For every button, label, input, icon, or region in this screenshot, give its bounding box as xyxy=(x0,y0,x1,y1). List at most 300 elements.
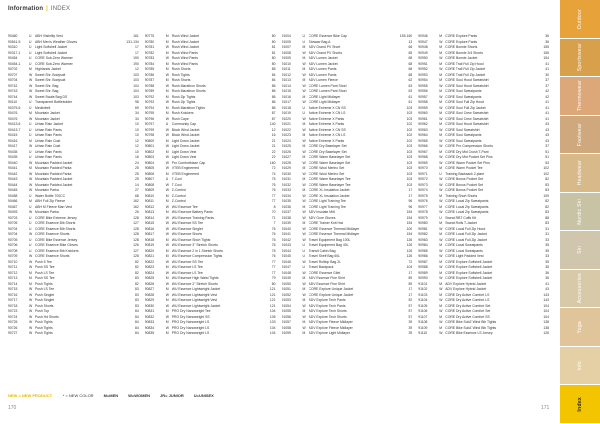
gender-code: W xyxy=(29,259,33,264)
item-code: 90706 xyxy=(8,243,18,247)
product-name: CORE Local Zip Sweatpants xyxy=(445,210,489,214)
product-name: ADV Explore Fleece Midlayer xyxy=(308,325,353,330)
product-name: CORE Explore Pants xyxy=(445,34,478,38)
item-code: 90786 xyxy=(144,72,155,77)
legend-new-color: * = NEW COLOR xyxy=(62,393,94,398)
item-code: 90977 xyxy=(418,204,428,209)
page-ref: 41 xyxy=(545,67,549,71)
gender-code: W xyxy=(165,100,169,104)
item-code: 90987 xyxy=(418,259,428,264)
tab-ski[interactable] xyxy=(560,231,600,270)
product-name: WU Essence Shorts xyxy=(171,232,203,236)
product-name: ADV Explore Hybrid Jacket xyxy=(445,281,487,286)
item-code: 90814 xyxy=(144,215,155,220)
gender-code: W xyxy=(29,254,33,258)
tab-accessories[interactable] xyxy=(560,270,600,309)
gender-code: M xyxy=(439,281,443,286)
product-name: CORE Lumen Pant Short xyxy=(308,89,347,93)
gender-code: W xyxy=(439,138,443,143)
product-name: Push Top xyxy=(35,309,50,313)
page-ref: 36 xyxy=(545,270,549,275)
tab-sportswear[interactable] xyxy=(560,39,600,78)
product-name: Push Tights xyxy=(35,325,53,330)
item-code: 91010 xyxy=(281,61,291,66)
page-ref: 30 xyxy=(545,72,549,77)
tab-label: Ski xyxy=(577,246,583,254)
item-code: 90976 xyxy=(418,199,428,203)
page-ref: 76 xyxy=(271,248,276,253)
gender-code: M xyxy=(302,144,306,148)
page-ref: 72 xyxy=(271,166,276,170)
product-name: WU Essence Lightweight Jacket xyxy=(171,287,221,291)
product-name: CORE Explore Softshell Jacket xyxy=(445,259,493,264)
page-ref: 17 xyxy=(134,45,139,49)
item-code: 91048 xyxy=(281,270,291,275)
page-ref: 102 xyxy=(406,138,413,143)
gender-code: M xyxy=(302,287,306,291)
page-ref: 35 xyxy=(545,259,549,264)
page-ref: 104 xyxy=(133,83,139,88)
page-ref: 12 xyxy=(271,127,276,132)
page-ref: 76 xyxy=(271,237,276,242)
product-name: ADV Explore Tech Pants xyxy=(308,303,346,308)
gender-code: W xyxy=(165,83,169,88)
page-ref: 41 xyxy=(545,100,549,104)
gender-code: W xyxy=(302,50,306,55)
page-ref: 33 xyxy=(545,237,549,242)
item-code: 90810 xyxy=(144,193,155,198)
product-name: WU Essence Lightweight Vest xyxy=(171,298,217,302)
gender-code: W xyxy=(302,237,306,242)
page-ref: 34 xyxy=(134,111,139,115)
item-code: 90812 xyxy=(144,204,155,209)
product-name: Community Cap xyxy=(171,122,197,126)
product-name: CORE Bike SubZ Wind Bib Tights xyxy=(445,320,497,324)
tab-yoga[interactable] xyxy=(560,308,600,347)
product-name: CORE Trainer Knit Hat xyxy=(308,221,343,225)
page-ref: 68 xyxy=(408,61,413,66)
page-ref: 35 xyxy=(545,248,549,253)
page-ref: 128 xyxy=(133,254,139,258)
page-ref: 81 xyxy=(271,50,276,55)
page-ref: 63 xyxy=(408,89,413,93)
gender-code: W xyxy=(302,270,306,275)
page-ref: 61 xyxy=(408,94,413,99)
gender-code: M xyxy=(302,56,306,60)
product-name: CORE Soul Full Zip Hood xyxy=(445,100,484,104)
product-name: WU Essence Singlet xyxy=(171,226,203,231)
product-name: Push Singlet xyxy=(35,298,55,302)
product-name: Rush Shorts xyxy=(171,78,191,82)
page-ref: 83 xyxy=(545,221,549,225)
gender-code: W xyxy=(439,287,443,291)
product-name: CORE Local Sweatpants xyxy=(445,248,483,253)
gender-code: M xyxy=(439,111,443,115)
gender-code: M xyxy=(439,232,443,236)
gender-code: U xyxy=(29,61,32,66)
item-code: 90435 xyxy=(8,155,18,159)
product-name: Active Extreme X Pants xyxy=(308,138,345,143)
product-name: Rush Marathon Tights xyxy=(171,105,205,110)
item-code: 90823 xyxy=(144,265,155,269)
product-name: Z-Control xyxy=(171,193,186,198)
page-ref: 102 xyxy=(406,127,413,132)
page-ref: 8 xyxy=(273,204,276,209)
product-name: Active Extreme X Pants xyxy=(308,122,345,126)
product-name: CORE Lumen Pant Short xyxy=(308,83,347,88)
page-ref: 37 xyxy=(545,83,549,88)
item-code: 90444 xyxy=(8,182,18,187)
item-code: 91108 xyxy=(418,320,428,324)
gender-code: M xyxy=(439,303,443,308)
item-code: 91058 xyxy=(281,325,291,330)
item-code: 90953 xyxy=(418,72,428,77)
item-code: 90541-5 xyxy=(8,39,21,44)
item-code: 90964 xyxy=(418,133,428,137)
page-ref: 17 xyxy=(408,193,413,198)
page-ref: 85 xyxy=(271,67,276,71)
page-ref: 89 xyxy=(408,276,413,280)
gender-code: U xyxy=(29,215,32,220)
page-ref: 121 xyxy=(269,292,276,297)
item-code: 90415 xyxy=(8,133,18,137)
product-name: ADV Explore Tech Shorts xyxy=(308,309,347,313)
gender-code: M xyxy=(29,67,32,71)
page-ref: 84 xyxy=(271,72,276,77)
product-name: Water Bottle 700CC xyxy=(35,193,66,198)
product-name: Sweat Rolls T-Jacket xyxy=(445,221,477,225)
product-name: WU Essence Training Pants xyxy=(171,215,214,220)
item-code: 90435 xyxy=(8,149,18,154)
product-name: Rush Tights xyxy=(171,72,190,77)
product-name: WU Essence LS Tee xyxy=(171,270,203,275)
page-ref: 82 xyxy=(134,270,139,275)
item-code: 91042 xyxy=(281,237,291,242)
gender-code: M xyxy=(165,61,169,66)
gender-code: U xyxy=(29,122,32,126)
gender-code: W xyxy=(302,116,306,121)
page-ref: 82 xyxy=(134,259,139,264)
gender-code: W xyxy=(165,72,169,77)
product-name: Active Extreme X Pants xyxy=(308,116,345,121)
page-ref: 68 xyxy=(408,67,413,71)
page-ref: 52 xyxy=(408,298,413,302)
item-code: 90830 xyxy=(144,303,155,308)
item-code: 90832 xyxy=(144,314,155,319)
page-ref: 155-160 xyxy=(399,34,413,38)
page-number-left: 170 xyxy=(8,405,17,411)
product-name: CORE Local Zip Sweatpants xyxy=(445,199,489,203)
product-name: Z-Control xyxy=(171,188,186,192)
page-ref: 77 xyxy=(271,199,276,203)
product-name: CORE Local Full Zip Jacket xyxy=(445,237,487,242)
page-ref: 53 xyxy=(545,160,549,165)
section-tabs xyxy=(560,0,600,424)
gender-code: M xyxy=(165,67,169,71)
gender-code: W xyxy=(29,331,33,335)
gender-code: W xyxy=(302,182,306,187)
page-ref: 103 xyxy=(133,94,139,99)
product-name: ABH Full Zip Fleece xyxy=(35,199,66,203)
page-ref: 87 xyxy=(271,111,276,115)
product-name: Urban Rain Coat xyxy=(35,144,61,148)
item-code: 90975 xyxy=(418,193,428,198)
item-code: 91027 xyxy=(281,155,291,159)
gender-code: M xyxy=(439,61,443,66)
item-code: 91049 xyxy=(281,276,291,280)
page-ref: 83 xyxy=(134,287,139,291)
page-ref: 102 xyxy=(543,166,549,170)
page-ref: 33 xyxy=(545,254,549,258)
page-ref: 131-134 xyxy=(126,39,139,44)
product-name: CORE Explore Unique Jacket xyxy=(308,292,354,297)
product-name: Training Backsack 2-plant xyxy=(445,171,485,176)
gender-code: M xyxy=(165,254,169,258)
gender-code: W xyxy=(29,265,33,269)
page-ref: 104 xyxy=(269,325,276,330)
gender-code: W xyxy=(165,182,169,187)
item-code: 90723 xyxy=(8,309,18,313)
page-ref: 100 xyxy=(406,226,413,231)
gender-code: W xyxy=(29,160,33,165)
page-ref: 21 xyxy=(271,138,276,143)
page-ref: 13 xyxy=(408,39,413,44)
item-code: 91008 xyxy=(281,50,291,55)
page-ref: 103 xyxy=(406,171,413,176)
page-ref: 128 xyxy=(133,215,139,220)
gender-code: W xyxy=(29,298,33,302)
product-name: CORE Local Sweatpants xyxy=(445,243,483,247)
page-ref: 128 xyxy=(133,237,139,242)
product-name: Training Short Shorts xyxy=(445,193,478,198)
gender-code: U xyxy=(302,39,305,44)
gender-code: U xyxy=(29,45,32,49)
product-name: Light Softshell Jacket xyxy=(35,45,68,49)
page-ref: 102 xyxy=(543,171,549,176)
item-code: 90788 xyxy=(144,83,155,88)
product-name: Push Tights xyxy=(35,320,53,324)
item-code: 90818 xyxy=(144,237,155,242)
tab-index[interactable] xyxy=(560,385,600,424)
page-ref: 154 xyxy=(406,232,413,236)
item-code: 90803 xyxy=(144,155,155,159)
page-ref: 104 xyxy=(543,314,549,319)
gender-code: W xyxy=(29,210,33,214)
product-name: CORE Sub-Zero Warmer xyxy=(35,61,73,66)
item-code: 90310 xyxy=(8,45,18,49)
page-ref: 155 xyxy=(543,45,549,49)
product-name: Push Tights xyxy=(35,331,53,335)
product-name: CORE Trail Full Zip Jacket xyxy=(445,72,486,77)
product-name: Mountain Padded Parka xyxy=(35,171,72,176)
gender-code: M xyxy=(302,188,306,192)
page-ref: 86 xyxy=(271,100,276,104)
product-name: WU Essence LS Tee xyxy=(171,265,203,269)
product-name: Urban Rain Pants xyxy=(35,149,62,154)
gender-code: W xyxy=(439,276,443,280)
gender-code: M xyxy=(165,199,169,203)
product-name: ADV Explore Tech Pants xyxy=(308,298,346,302)
page-ref: 126 xyxy=(406,254,413,258)
page-ref: 80 xyxy=(271,61,276,66)
page-ref: 83 xyxy=(545,210,549,214)
gender-code: M xyxy=(165,34,169,38)
legend-new-product: NEW = NEW PRODUCT. xyxy=(8,393,53,398)
product-name: Light Softshell Jacket xyxy=(35,50,68,55)
gender-code: M xyxy=(439,166,443,170)
page-ref: 103 xyxy=(406,160,413,165)
gender-code: U xyxy=(302,248,305,253)
item-code: 90413-6 xyxy=(8,122,21,126)
product-name: CORE Bonnie Jacket xyxy=(445,56,478,60)
product-name: CORE Soul Full Zip Jacket xyxy=(445,105,486,110)
item-code: 90704 xyxy=(8,78,18,82)
product-name: Sweet Swale Bag DS xyxy=(35,94,68,99)
gender-code: W xyxy=(165,215,169,220)
product-name: WU Essence Compression Tights xyxy=(171,254,223,258)
gender-code: W xyxy=(29,83,33,88)
product-name: CORE Warm Baselayer Set xyxy=(308,160,351,165)
tab-label: Yoga xyxy=(577,320,583,334)
gender-code: W xyxy=(29,171,33,176)
gender-code: M xyxy=(302,298,306,302)
page-ref: 27 xyxy=(134,188,139,192)
page-ref: 71 xyxy=(271,215,276,220)
item-code: 90317-1 xyxy=(8,50,21,55)
tab-headwear[interactable] xyxy=(560,154,600,193)
gender-code: W xyxy=(29,89,33,93)
item-code: 90972 xyxy=(418,177,428,181)
page-ref: 65 xyxy=(408,50,413,55)
item-code: 90744 xyxy=(8,94,18,99)
item-code: 90718 xyxy=(8,303,18,308)
product-name: CORE Bonus Pocket Set xyxy=(445,182,483,187)
index-row xyxy=(282,331,413,337)
gender-code: W xyxy=(29,72,33,77)
page-ref: 86 xyxy=(271,83,276,88)
tab-footwear[interactable] xyxy=(560,116,600,155)
gender-code: W xyxy=(439,298,443,302)
gender-code: W xyxy=(302,160,306,165)
tab-thermowear[interactable] xyxy=(560,77,600,116)
product-name: Sweet Shr. Bodysuit xyxy=(35,72,66,77)
gender-code: W xyxy=(439,94,443,99)
product-name: CORE Trail Full Zip Jacket xyxy=(445,67,486,71)
gender-code: M xyxy=(302,78,306,82)
section-title: Information xyxy=(8,6,44,12)
gender-code: W xyxy=(302,292,306,297)
product-name: CORE Pro Compression Shorts xyxy=(445,144,493,148)
gender-code: U xyxy=(302,105,305,110)
gender-code: M xyxy=(302,276,306,280)
product-name: Rush Wind Jacket xyxy=(171,34,200,38)
item-code: 90974 xyxy=(418,188,428,192)
page-ref: 63 xyxy=(408,83,413,88)
item-code: 91021 xyxy=(281,122,291,126)
page-ref: 35 xyxy=(545,243,549,247)
page-ref: 76 xyxy=(271,188,276,192)
item-code: 90795 xyxy=(144,111,155,115)
gender-code: W xyxy=(439,254,443,258)
tab-outdoor[interactable] xyxy=(560,0,600,39)
item-code: 91047 xyxy=(281,265,291,269)
product-name: CORE Local Full Zip Hood xyxy=(445,226,486,231)
gender-code: M xyxy=(165,50,169,55)
gender-code: M xyxy=(439,259,443,264)
item-code: 90467 xyxy=(8,204,18,209)
page-ref: 104 xyxy=(543,309,549,313)
item-code: 91018 xyxy=(281,105,291,110)
gender-code: M xyxy=(165,237,169,242)
item-code: 90493 xyxy=(8,210,18,214)
gender-code: W xyxy=(29,232,33,236)
product-name: WU Essence 3" Stretch Shorts xyxy=(171,243,218,247)
page-ref: 25 xyxy=(134,166,139,170)
gender-code: U xyxy=(29,248,32,253)
product-name: WU Essence 2 in 1 Stretch Shorts xyxy=(171,248,224,253)
gender-code: U xyxy=(302,243,305,247)
tab-nordic-ski[interactable] xyxy=(560,193,600,232)
gender-code: W xyxy=(165,226,169,231)
item-code: 90800 xyxy=(144,138,155,143)
page-ref: 51 xyxy=(545,149,549,154)
product-name: CORE Dry Mid Crush T-Pant xyxy=(445,149,489,154)
gender-code: W xyxy=(439,248,443,253)
page-ref: 80 xyxy=(271,281,276,286)
gender-code: U xyxy=(29,226,32,231)
gender-code: W xyxy=(165,166,169,170)
gender-code: M xyxy=(439,78,443,82)
gender-code: M xyxy=(165,193,169,198)
product-name: WU Essence SS Tee xyxy=(171,221,204,225)
item-code: 91005 xyxy=(281,39,291,44)
product-name: Rush Wind Jacket xyxy=(171,39,200,44)
item-code: 90443 xyxy=(8,177,18,181)
item-code: 91043 xyxy=(281,243,291,247)
item-code: 90707 xyxy=(8,72,18,77)
page-ref: 143 xyxy=(543,298,549,302)
page-ref: 103 xyxy=(406,111,413,115)
page-ref: 127 xyxy=(133,221,139,225)
item-code: 91030 xyxy=(281,171,291,176)
gender-code: U xyxy=(29,100,32,104)
tab-info[interactable] xyxy=(560,347,600,386)
page-ref: 103 xyxy=(406,144,413,148)
item-code: 90825 xyxy=(144,276,155,280)
gender-code: M xyxy=(165,39,169,44)
page-ref: 39 xyxy=(408,320,413,324)
page-ref: 36 xyxy=(545,276,549,280)
product-name: CORE Light Midlayer xyxy=(308,100,341,104)
product-name: Active Extreme X CN LS xyxy=(308,133,346,137)
gender-code: M xyxy=(439,34,443,38)
page-ref: 57 xyxy=(408,314,413,319)
product-name: PRO Dry Nanoweight LS xyxy=(171,331,210,335)
item-code: 90815 xyxy=(144,221,155,225)
item-code: 90785 xyxy=(144,67,155,71)
header-separator: | xyxy=(46,6,48,12)
page-ref: 70 xyxy=(271,210,276,214)
item-code: 90802 xyxy=(144,149,155,154)
product-name: ADV Lumen Jacket xyxy=(308,61,338,66)
page-ref: 43 xyxy=(545,133,549,137)
product-name: WU Essence Battery Pants xyxy=(171,210,213,214)
item-code: 90971 xyxy=(418,171,428,176)
gender-code: M xyxy=(165,331,169,335)
product-name: Pro Comfortblaze Cap xyxy=(171,160,206,165)
item-code: 90441 xyxy=(8,166,18,170)
gender-code: M xyxy=(165,171,169,176)
